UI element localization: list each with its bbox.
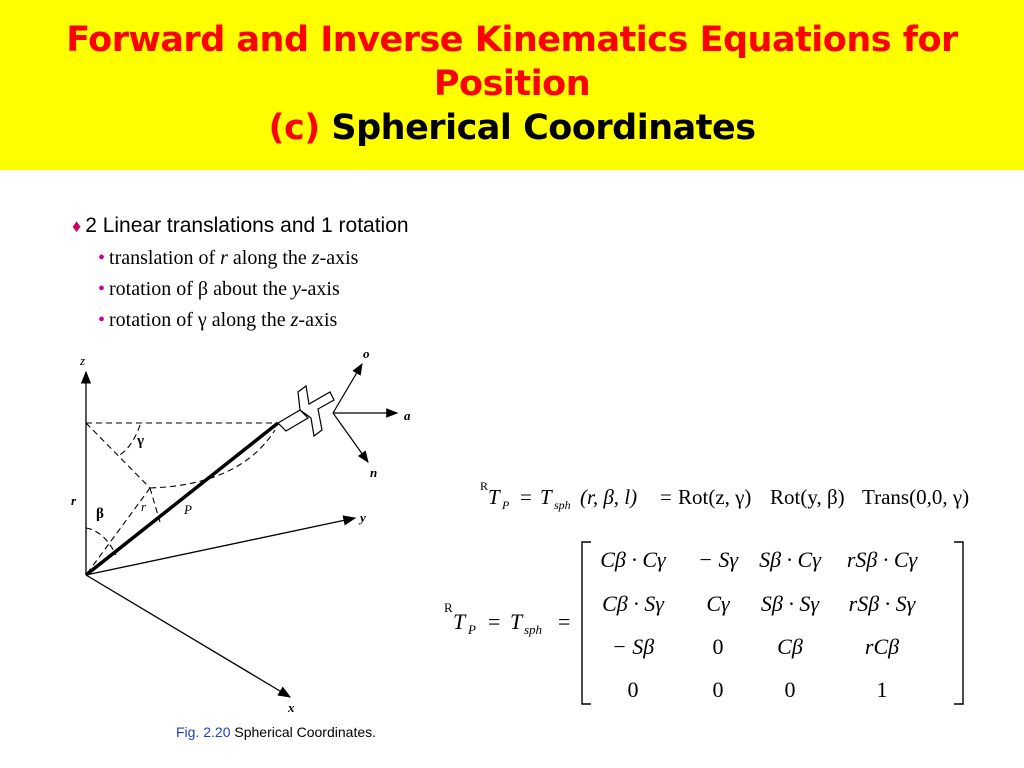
- dot-bullet-icon: •: [98, 278, 106, 300]
- matrix-cell: − Sβ: [611, 634, 655, 659]
- matrix-cell: 1: [876, 677, 888, 702]
- n-axis: [333, 413, 368, 462]
- matrix-right-bracket: [954, 542, 963, 704]
- eq1-trans: Trans(0,0, γ): [862, 485, 970, 509]
- variable: z: [311, 247, 320, 269]
- title-line-2: Position: [433, 64, 591, 104]
- variable: γ: [197, 309, 207, 331]
- sub-bullet: [98, 305, 409, 336]
- eq1-sph: sph: [554, 498, 571, 512]
- title-line-3: [0, 106, 1024, 150]
- figure-number: Fig. 2.20: [176, 724, 231, 740]
- eq2-T: T: [453, 609, 466, 634]
- sub-bullet-text: about the: [208, 278, 292, 300]
- eq2-sup: R: [444, 600, 453, 615]
- matrix-cell: 0: [784, 677, 796, 702]
- matrix-cell: rSβ · Cγ: [846, 547, 918, 572]
- matrix-cell: Cβ · Sγ: [602, 591, 664, 616]
- eq2-equals: =: [488, 609, 501, 634]
- equation-matrix-form: [436, 534, 976, 712]
- beta-label: β: [96, 506, 104, 522]
- figure-caption-text: Spherical Coordinates.: [230, 724, 377, 740]
- slide-title: [0, 18, 1024, 150]
- eq2-Tsph: T: [510, 609, 523, 634]
- matrix-left-bracket: [582, 542, 591, 704]
- matrix-cell: rSβ · Sγ: [848, 591, 916, 616]
- matrix-cell: Cβ · Cγ: [600, 547, 666, 572]
- matrix-cell: Cβ: [777, 634, 803, 659]
- figure-caption: [176, 724, 376, 740]
- gamma-label: γ: [137, 433, 145, 449]
- matrix-cell: 0: [712, 634, 724, 659]
- r-arm-label: r: [141, 499, 147, 514]
- bullet-list: [72, 212, 409, 336]
- matrix-cell: Sβ · Cγ: [759, 547, 821, 572]
- matrix-cell: rCβ: [864, 634, 900, 659]
- matrix-cell: Sβ · Sγ: [760, 591, 820, 616]
- equation-product-form: [470, 476, 1000, 516]
- sub-bullet-text: -axis: [300, 278, 340, 300]
- x-label: x: [288, 700, 295, 715]
- eq1-sup: R: [480, 479, 489, 493]
- matrix-cell: 0: [712, 677, 724, 702]
- matrix-cell: 0: [627, 677, 639, 702]
- sub-bullet-text: rotation of: [109, 278, 198, 300]
- matrix-cell: Cγ: [706, 591, 730, 616]
- x-axis: [86, 575, 290, 697]
- y-axis: [86, 518, 355, 575]
- n-label: n: [370, 465, 378, 480]
- variable: β: [197, 278, 209, 300]
- eq2-sph: sph: [524, 622, 543, 637]
- variable: r: [220, 247, 228, 269]
- eq1-args: (r, β, l): [580, 485, 638, 509]
- main-bullet: [72, 212, 409, 240]
- dot-bullet-icon: •: [98, 309, 106, 331]
- p-label: P: [184, 502, 192, 517]
- matrix-cell: − Sγ: [697, 547, 739, 572]
- eq1-T: T: [488, 485, 500, 509]
- sub-bullet-text: -axis: [319, 247, 359, 269]
- eq2-equals-2: =: [558, 609, 571, 634]
- sub-bullet-text: -axis: [298, 309, 338, 331]
- eq1-rot-z: Rot(z, γ): [678, 485, 752, 509]
- variable: y: [291, 278, 301, 300]
- gripper-icon: [278, 386, 334, 436]
- sub-bullet: [98, 274, 409, 305]
- eq1-rot-y: Rot(y, β): [770, 485, 845, 509]
- sub-bullet-text: along the: [206, 309, 291, 331]
- eq1-equals: =: [520, 485, 532, 509]
- part-label: (c): [268, 108, 320, 148]
- variable: z: [290, 309, 299, 331]
- o-axis: [333, 364, 362, 413]
- a-label: a: [404, 408, 411, 423]
- arm-link: [86, 423, 278, 575]
- sub-bullet-text: translation of: [109, 247, 221, 269]
- eq1-equals-2: =: [660, 485, 672, 509]
- dot-bullet-icon: •: [98, 247, 106, 269]
- title-line-1: Forward and Inverse Kinematics Equations for: [66, 20, 958, 60]
- part-name: Spherical Coordinates: [331, 108, 756, 148]
- diamond-bullet-icon: ♦: [72, 216, 82, 236]
- eq1-Tsph: T: [540, 485, 552, 509]
- r-axis-label: r: [71, 493, 77, 508]
- sub-bullet-text: rotation of: [109, 309, 198, 331]
- z-label: z: [80, 353, 86, 368]
- o-label: o: [363, 346, 370, 361]
- spherical-coordinates-figure: [60, 340, 440, 720]
- main-bullet-text: 2 Linear translations and 1 rotation: [85, 214, 409, 237]
- sub-bullet-text: along the: [227, 247, 312, 269]
- eq2-P: P: [468, 622, 476, 637]
- eq1-P: P: [502, 498, 510, 512]
- y-label: y: [360, 510, 366, 525]
- sub-bullet: [98, 243, 409, 274]
